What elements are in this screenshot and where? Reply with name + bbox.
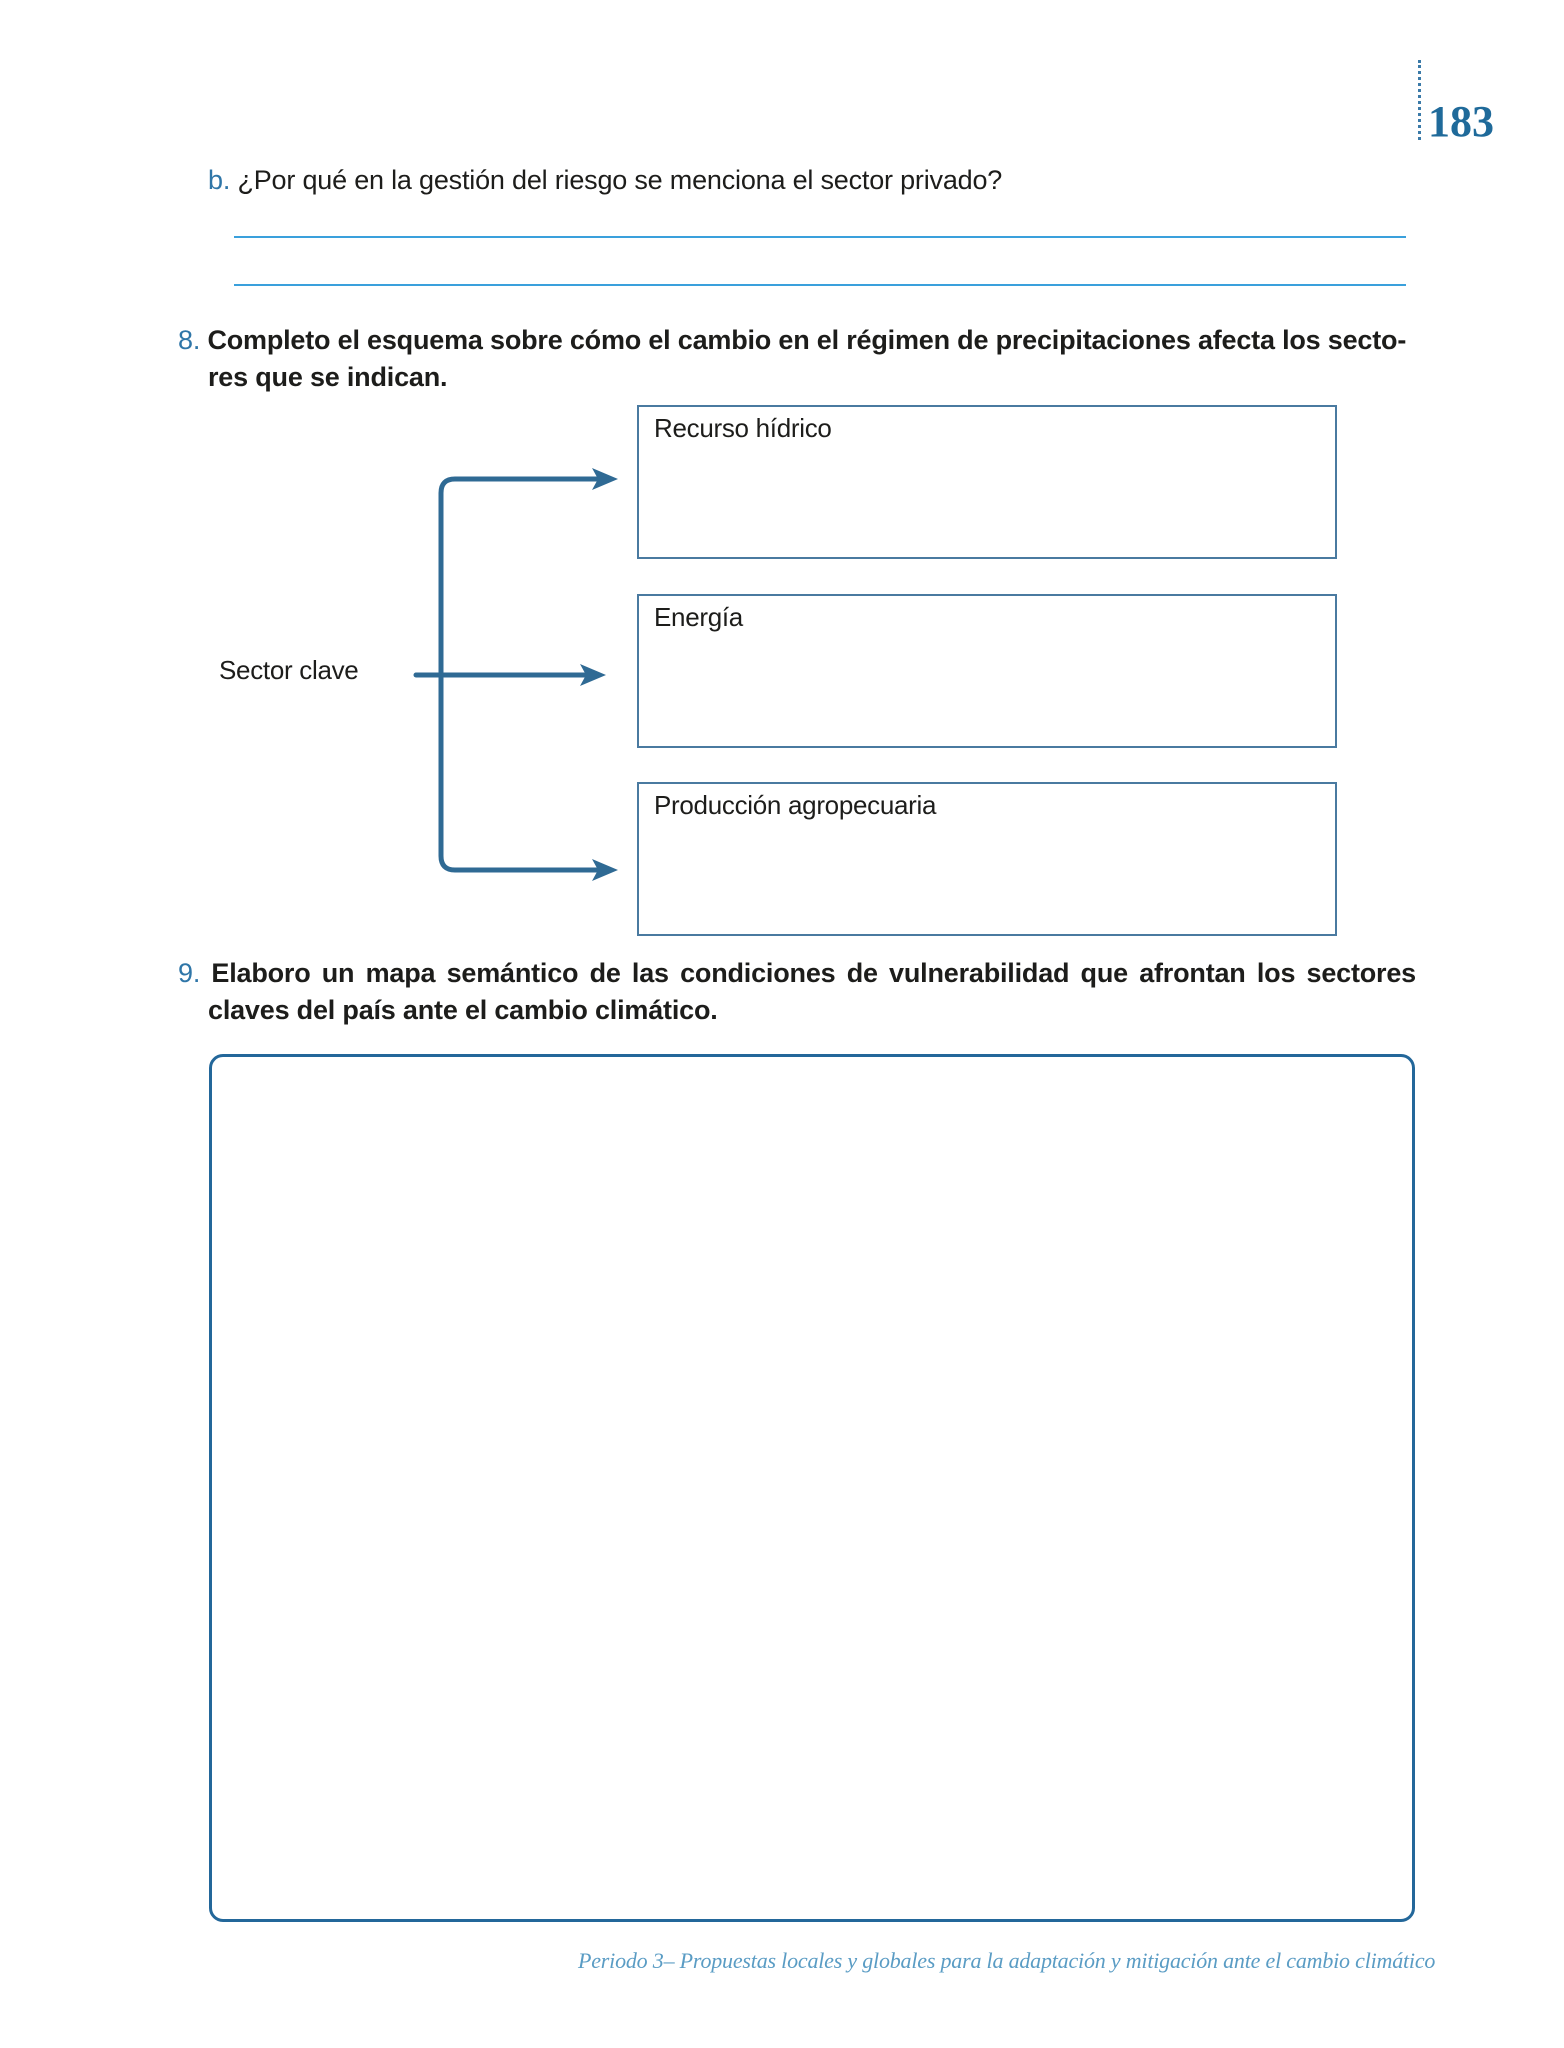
box-label: Producción agropecuaria [654, 790, 937, 820]
box-label: Recurso hídrico [654, 413, 832, 443]
question-b-label: b. [208, 165, 231, 195]
box-label: Energía [654, 602, 743, 632]
semantic-map-answer-area[interactable] [209, 1054, 1415, 1922]
question-9-number: 9. [178, 958, 201, 988]
question-8-text-line2: res que se indican. [208, 362, 448, 392]
question-9-text-line2: claves del país ante el cambio climático. [208, 995, 718, 1025]
question-9-text-line1: Elaboro un mapa semántico de las condiciones de vulnerabilidad que afrontan los sectores [211, 958, 1416, 988]
question-8-number: 8. [178, 325, 201, 355]
question-8-text-line1: Completo el esquema sobre cómo el cambio en el régimen de precipitaciones afecta los secto- [207, 325, 1407, 355]
box-produccion-agropecuaria[interactable] [637, 782, 1337, 936]
question-9 [178, 955, 1416, 1029]
box-recurso-hidrico[interactable] [637, 405, 1337, 559]
sector-clave-label: Sector clave [219, 655, 359, 685]
box-energia[interactable] [637, 594, 1337, 748]
page-number: 183 [1428, 97, 1494, 146]
question-b-text: ¿Por qué en la gestión del riesgo se menciona el sector privado? [237, 165, 1003, 195]
page-footer: Periodo 3– Propuestas locales y globales para la adaptación y mitigación ante el cambio climático [578, 1948, 1436, 1973]
